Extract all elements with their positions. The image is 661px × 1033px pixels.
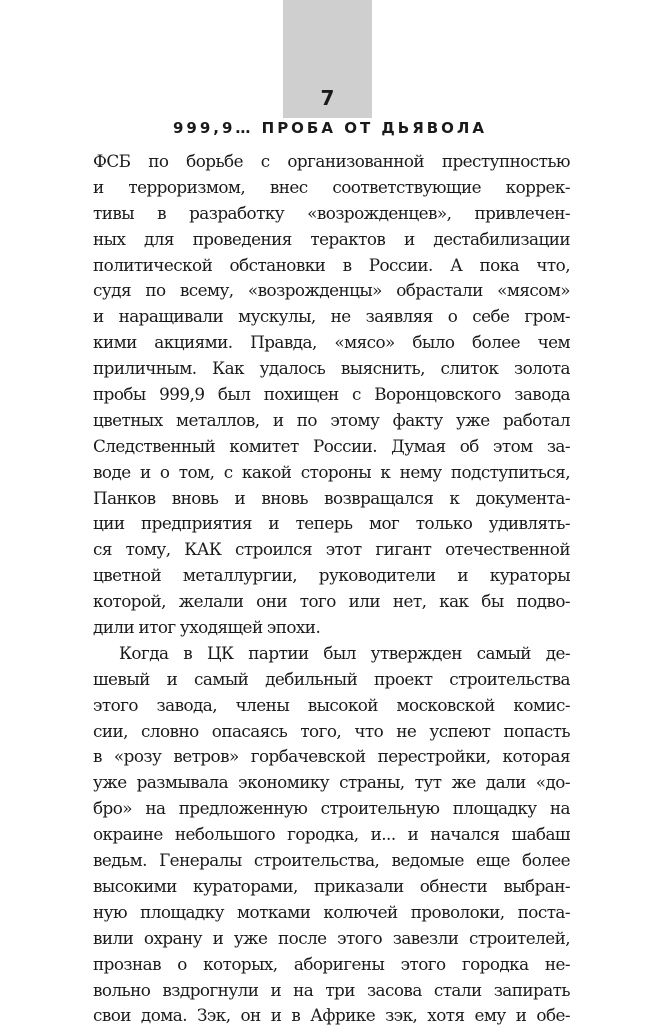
text-line: ся тому, КАК строился этот гигант отечественной — [93, 539, 570, 560]
text-line: окраине небольшого городка, и... и начался шабаш — [93, 824, 570, 845]
text-line: сии, словно опасаясь того, что не успеют попасть — [93, 720, 570, 741]
paragraph — [93, 149, 570, 641]
text-line: цветных металлов, и по этому факту уже работал — [93, 409, 570, 430]
paragraph — [93, 641, 570, 1029]
text-line: в «розу ветров» горбачевской перестройки, которая — [93, 746, 570, 767]
running-title: 999,9… ПРОБА ОТ ДЬЯВОЛА — [172, 119, 488, 137]
text-line: вольно вздрогнули и на три засова стали запирать — [93, 979, 570, 1000]
text-line: пробы 999,9 был похищен с Воронцовского завода — [93, 384, 570, 405]
text-line: высокими кураторами, приказали обнести выбран- — [93, 875, 570, 896]
text-line: ных для проведения терактов и дестабилизации — [93, 228, 570, 249]
text-line: судя по всему, «возрожденцы» обрастали «мясом» — [93, 280, 570, 301]
text-line: цветной металлургии, руководители и кураторы — [93, 565, 570, 586]
page-number: 7 — [320, 86, 335, 110]
text-line: уже размывала экономику страны, тут же дали «до- — [93, 772, 570, 793]
text-line: прознав о которых, аборигены этого городка не- — [93, 953, 570, 974]
text-line: Следственный комитет России. Думая об этом за- — [93, 435, 570, 456]
text-line: Когда в ЦК партии был утвержден самый де- — [119, 642, 570, 663]
text-line: ции предприятия и теперь мог только удивлять- — [93, 513, 570, 534]
text-line: и наращивали мускулы, не заявляя о себе гром- — [93, 306, 570, 327]
text-line: дили итог уходящей эпохи. — [93, 617, 321, 638]
body-text — [93, 149, 570, 1029]
text-line: шевый и самый дебильный проект строительства — [93, 668, 570, 689]
text-line: ФСБ по борьбе с организованной преступностью — [93, 151, 570, 171]
text-line: приличным. Как удалось выяснить, слиток золота — [93, 358, 570, 379]
text-line: воде и о том, с какой стороны к нему подступиться, — [93, 461, 570, 482]
text-line: которой, желали они того или нет, как бы подво- — [93, 591, 570, 612]
text-line: и терроризмом, внес соответствующие коррек- — [93, 176, 570, 197]
text-line: бро» на предложенную строительную площадку на — [93, 798, 570, 819]
text-line: вили охрану и уже после этого завезли строителей, — [93, 927, 570, 948]
text-line: политической обстановки в России. А пока что, — [93, 254, 570, 275]
text-line: свои дома. Зэк, он и в Африке зэк, хотя ему и обе- — [93, 1005, 570, 1026]
text-line: кими акциями. Правда, «мясо» было более чем — [93, 332, 570, 353]
text-line: тивы в разработку «возрожденцев», привлечен- — [93, 202, 570, 223]
text-line: Панков вновь и вновь возвращался к документа- — [93, 487, 570, 508]
text-line: этого завода, члены высокой московской комис- — [93, 694, 570, 715]
text-line: ведьм. Генералы строительства, ведомые еще более — [93, 850, 570, 871]
text-line: ную площадку мотками колючей проволоки, поста- — [93, 901, 570, 922]
